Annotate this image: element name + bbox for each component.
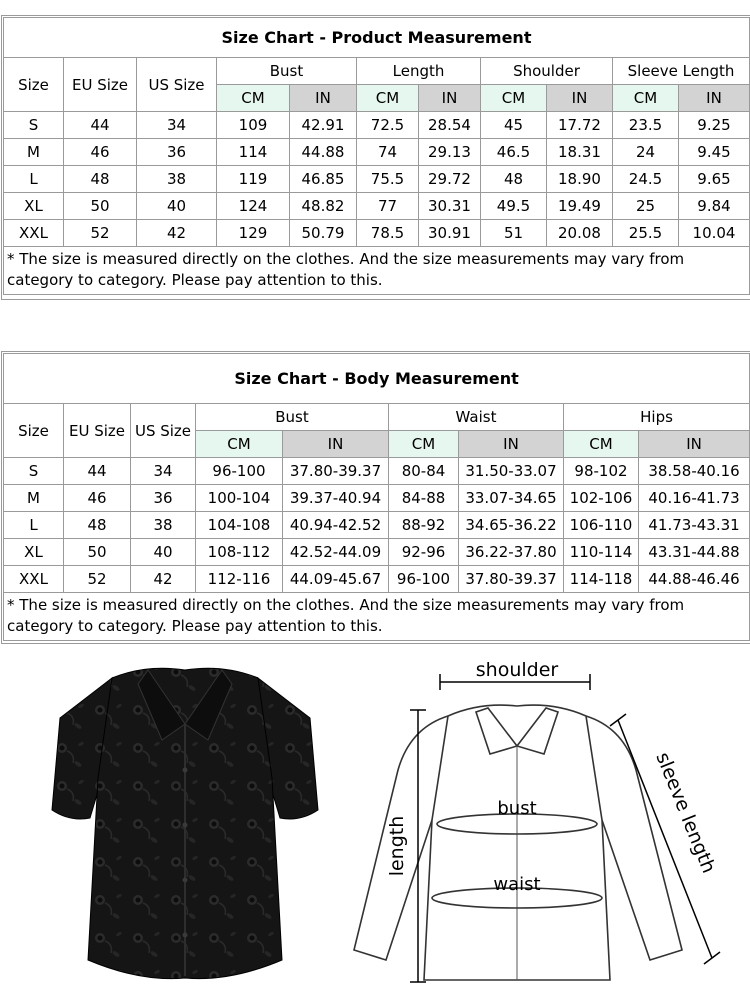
table-row: [4, 193, 750, 220]
table-cell: 129: [217, 220, 290, 247]
table-row: [4, 458, 750, 485]
header-sleeve-length: Sleeve Length: [613, 58, 750, 85]
table-row: [4, 220, 750, 247]
table-cell: 18.31: [547, 139, 613, 166]
table-cell: 9.25: [679, 112, 750, 139]
table-cell: 77: [357, 193, 419, 220]
header-eu-size: EU Size: [64, 58, 137, 112]
table-cell: 48: [481, 166, 547, 193]
table-cell: 20.08: [547, 220, 613, 247]
table-cell: 37.80-39.37: [283, 458, 389, 485]
table-cell: 72.5: [357, 112, 419, 139]
table-cell: 51: [481, 220, 547, 247]
table-cell: 50.79: [290, 220, 357, 247]
table-cell: 41.73-43.31: [639, 512, 750, 539]
shirt-photo: [50, 660, 320, 990]
label-bust: bust: [497, 798, 537, 819]
unit-cm: CM: [481, 85, 547, 112]
table-row: [4, 539, 750, 566]
table-cell: 50: [64, 539, 131, 566]
header-shoulder: Shoulder: [481, 58, 613, 85]
table-cell: 46: [64, 485, 131, 512]
table-row: [4, 112, 750, 139]
table-cell: 50: [64, 193, 137, 220]
header-us-size: US Size: [137, 58, 217, 112]
header-waist: Waist: [389, 404, 564, 431]
table-cell: XL: [4, 539, 64, 566]
table-cell: 48: [64, 166, 137, 193]
table-cell: 19.49: [547, 193, 613, 220]
header-bust: Bust: [217, 58, 357, 85]
header-us-size: US Size: [131, 404, 196, 458]
unit-in: IN: [290, 85, 357, 112]
table-row: [4, 485, 750, 512]
table-cell: 52: [64, 566, 131, 593]
table-cell: 33.07-34.65: [459, 485, 564, 512]
table-cell: 24: [613, 139, 679, 166]
table-cell: 44: [64, 458, 131, 485]
table-cell: 40.94-42.52: [283, 512, 389, 539]
table-cell: 44.09-45.67: [283, 566, 389, 593]
table-cell: 25.5: [613, 220, 679, 247]
table-cell: 46.85: [290, 166, 357, 193]
table-cell: 124: [217, 193, 290, 220]
unit-in: IN: [547, 85, 613, 112]
table-cell: 96-100: [389, 566, 459, 593]
table-cell: 36: [137, 139, 217, 166]
table-cell: 17.72: [547, 112, 613, 139]
table-cell: 75.5: [357, 166, 419, 193]
table-cell: 119: [217, 166, 290, 193]
unit-cm: CM: [217, 85, 290, 112]
table-cell: 23.5: [613, 112, 679, 139]
table-cell: 44: [64, 112, 137, 139]
table-cell: 46.5: [481, 139, 547, 166]
unit-cm: CM: [357, 85, 419, 112]
table-cell: XXL: [4, 566, 64, 593]
table-cell: 110-114: [564, 539, 639, 566]
table-cell: L: [4, 166, 64, 193]
table-row: [4, 566, 750, 593]
table-cell: 108-112: [196, 539, 283, 566]
table-row: [4, 139, 750, 166]
table-cell: 9.84: [679, 193, 750, 220]
table-cell: 39.37-40.94: [283, 485, 389, 512]
table-cell: 78.5: [357, 220, 419, 247]
table-cell: 104-108: [196, 512, 283, 539]
table-cell: 96-100: [196, 458, 283, 485]
table-cell: 112-116: [196, 566, 283, 593]
header-length: Length: [357, 58, 481, 85]
table-cell: S: [4, 112, 64, 139]
table-cell: 28.54: [419, 112, 481, 139]
table-cell: XL: [4, 193, 64, 220]
table-cell: 100-104: [196, 485, 283, 512]
table-cell: 42.52-44.09: [283, 539, 389, 566]
table-cell: 46: [64, 139, 137, 166]
table-cell: M: [4, 485, 64, 512]
table-cell: 30.91: [419, 220, 481, 247]
table-cell: 40.16-41.73: [639, 485, 750, 512]
table-cell: 40: [131, 539, 196, 566]
table-cell: 30.31: [419, 193, 481, 220]
table-cell: 44.88-46.46: [639, 566, 750, 593]
table-cell: 43.31-44.88: [639, 539, 750, 566]
table-cell: 48.82: [290, 193, 357, 220]
table-cell: 9.65: [679, 166, 750, 193]
table-cell: 24.5: [613, 166, 679, 193]
table-cell: XXL: [4, 220, 64, 247]
table-cell: M: [4, 139, 64, 166]
unit-cm: CM: [613, 85, 679, 112]
table-row: [4, 166, 750, 193]
label-shoulder: shoulder: [475, 659, 559, 681]
table-cell: 29.13: [419, 139, 481, 166]
body-chart-title: Size Chart - Body Measurement: [4, 354, 750, 404]
table-cell: 84-88: [389, 485, 459, 512]
product-chart-note: * The size is measured directly on the clothes. And the size measurements may vary from category to category. Please pay attention to this.: [4, 247, 750, 295]
table-cell: 44.88: [290, 139, 357, 166]
table-cell: 114: [217, 139, 290, 166]
table-cell: 38.58-40.16: [639, 458, 750, 485]
header-bust: Bust: [196, 404, 389, 431]
table-cell: 88-92: [389, 512, 459, 539]
header-size: Size: [4, 58, 64, 112]
table-cell: 109: [217, 112, 290, 139]
table-cell: 31.50-33.07: [459, 458, 564, 485]
unit-cm: CM: [564, 431, 639, 458]
table-cell: 40: [137, 193, 217, 220]
table-cell: 25: [613, 193, 679, 220]
table-cell: 45: [481, 112, 547, 139]
label-length: length: [386, 815, 408, 877]
table-cell: 48: [64, 512, 131, 539]
unit-cm: CM: [389, 431, 459, 458]
unit-in: IN: [419, 85, 481, 112]
table-cell: L: [4, 512, 64, 539]
header-hips: Hips: [564, 404, 750, 431]
table-cell: 36: [131, 485, 196, 512]
table-cell: 38: [137, 166, 217, 193]
table-cell: 9.45: [679, 139, 750, 166]
body-measurement-table: [3, 353, 750, 641]
table-cell: S: [4, 458, 64, 485]
table-cell: 18.90: [547, 166, 613, 193]
table-cell: 74: [357, 139, 419, 166]
body-chart-note: * The size is measured directly on the clothes. And the size measurements may vary from category to category. Please pay attention to this.: [4, 593, 750, 641]
table-cell: 114-118: [564, 566, 639, 593]
product-measurement-table: [3, 17, 750, 295]
table-cell: 10.04: [679, 220, 750, 247]
header-size: Size: [4, 404, 64, 458]
table-cell: 36.22-37.80: [459, 539, 564, 566]
table-row: [4, 512, 750, 539]
table-cell: 42.91: [290, 112, 357, 139]
unit-in: IN: [679, 85, 750, 112]
label-waist: waist: [493, 874, 541, 895]
product-chart-title: Size Chart - Product Measurement: [4, 18, 750, 58]
unit-in: IN: [283, 431, 389, 458]
table-cell: 98-102: [564, 458, 639, 485]
unit-cm: CM: [196, 431, 283, 458]
table-cell: 34: [131, 458, 196, 485]
table-cell: 34: [137, 112, 217, 139]
table-cell: 49.5: [481, 193, 547, 220]
unit-in: IN: [639, 431, 750, 458]
header-eu-size: EU Size: [64, 404, 131, 458]
table-cell: 106-110: [564, 512, 639, 539]
table-cell: 37.80-39.37: [459, 566, 564, 593]
table-cell: 34.65-36.22: [459, 512, 564, 539]
label-sleeve-length: sleeve length: [651, 749, 720, 877]
table-cell: 42: [131, 566, 196, 593]
table-cell: 42: [137, 220, 217, 247]
unit-in: IN: [459, 431, 564, 458]
table-cell: 29.72: [419, 166, 481, 193]
measurement-diagram: [340, 650, 740, 995]
table-cell: 92-96: [389, 539, 459, 566]
table-cell: 102-106: [564, 485, 639, 512]
table-cell: 38: [131, 512, 196, 539]
table-cell: 52: [64, 220, 137, 247]
table-cell: 80-84: [389, 458, 459, 485]
